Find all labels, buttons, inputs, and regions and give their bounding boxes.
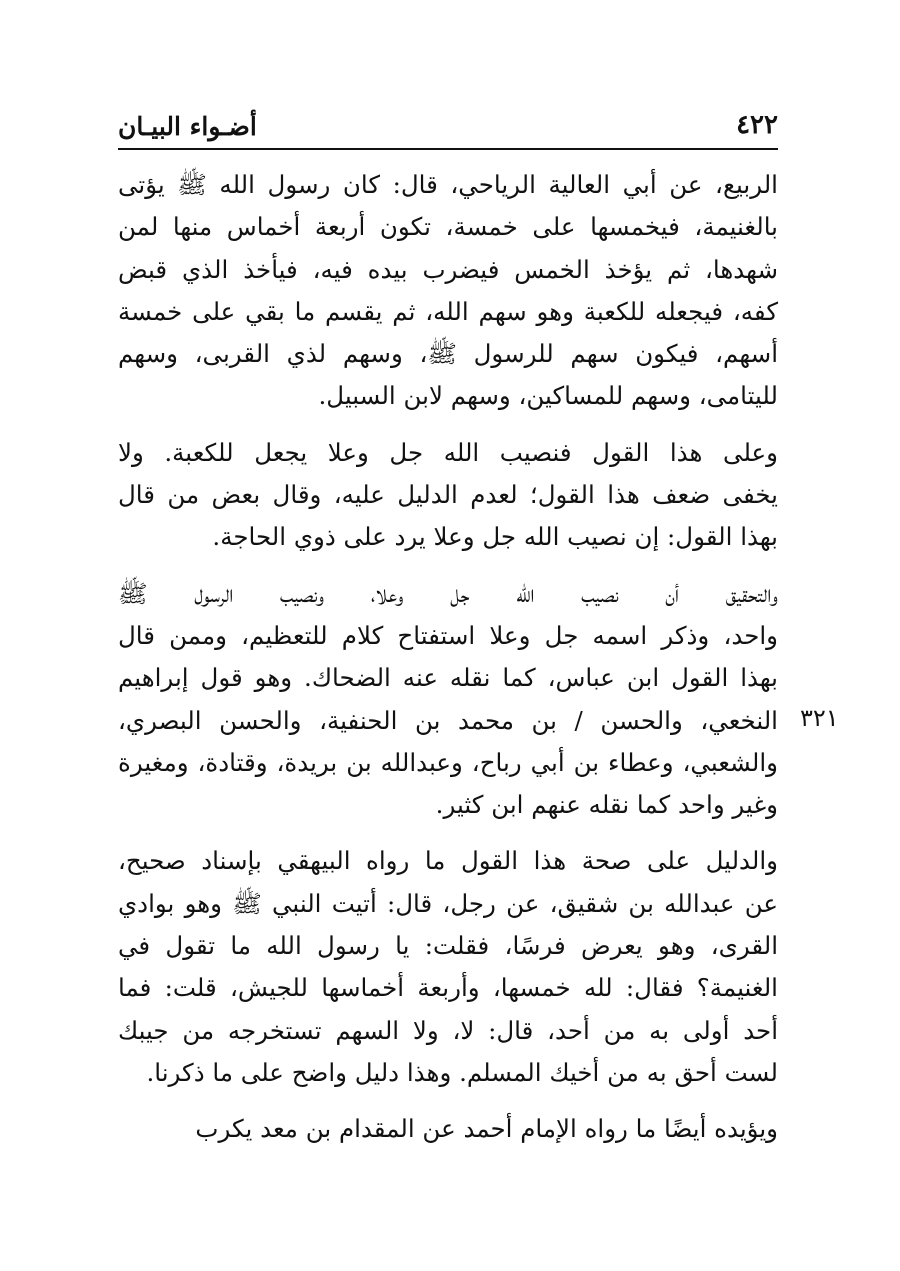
paragraph-2 <box>118 432 778 559</box>
text-line: يخفى ضعف هذا القول؛ لعدم الدليل عليه، وقال بعض من قال <box>118 480 778 510</box>
text-line: وعلى هذا القول فنصيب الله جل وعلا يجعل للكعبة. ولا <box>118 437 778 467</box>
text-line: بهذا القول: إن نصيب الله جل وعلا يرد على ذوي الحاجة. <box>212 522 778 552</box>
text-line: وغير واحد كما نقله عنهم ابن كثير. <box>435 790 778 820</box>
text-line: أحد أولى به من أحد، قال: لا، ولا السهم تستخرجه من جيبك <box>118 1015 779 1045</box>
page-number: ٤٢٢ <box>736 110 778 140</box>
text-line: والدليل على صحة هذا القول ما رواه البيهقي بإسناد صحيح، <box>118 846 778 876</box>
text-line: بالغنيمة، فيخمسها على خمسة، تكون أربعة أخماس منها لمن <box>118 212 778 242</box>
text-line: القرى، وهو يعرض فرسًا، فقلت: يا رسول الله ما تقول في <box>118 931 778 961</box>
text-line: كفه، فيجعله للكعبة وهو سهم الله، ثم يقسم ما بقي على خمسة <box>118 296 778 326</box>
text-line: بهذا القول ابن عباس، كما نقله عنه الضحاك. وهو قول إبراهيم <box>118 663 778 693</box>
paragraph-5 <box>118 1108 778 1150</box>
text-line: الربيع، عن أبي العالية الرياحي، قال: كان رسول الله ﷺ يؤتى <box>118 170 778 199</box>
margin-reference-number: ٣٢١ <box>800 704 839 732</box>
text-line: النخعي، والحسن / بن محمد بن الحنفية، والحسن البصري، <box>118 705 778 735</box>
page-header <box>118 104 778 150</box>
text-line: أسهم، فيكون سهم للرسول ﷺ، وسهم لذي القربى، وسهم <box>118 339 778 369</box>
body-text <box>118 164 778 1165</box>
text-line: لليتامى، وسهم للمساكين، وسهم لابن السبيل. <box>318 381 778 411</box>
paragraph-1 <box>118 164 778 418</box>
text-line: شهدها، ثم يؤخذ الخمس فيضرب بيده فيه، فيأخذ الذي قبض <box>118 254 778 284</box>
text-line: والتحقيق أن نصيب الله جل وعلا، ونصيب الرسول ﷺ <box>118 578 778 608</box>
text-line: لست أحق به من أخيك المسلم. وهذا دليل واضح على ما ذكرنا. <box>146 1057 778 1087</box>
book-title: أضـواء البيـان <box>118 112 257 141</box>
text-line: الغنيمة؟ فقال: لله خمسها، وأربعة أخماسها للجيش، قلت: فما <box>118 973 778 1003</box>
paragraph-4 <box>118 840 778 1094</box>
text-line: والشعبي، وعطاء بن أبي رباح، وعبدالله بن بريدة، وقتادة، ومغيرة <box>118 747 778 777</box>
text-line: عن عبدالله بن شقيق، عن رجل، قال: أتيت النبي ﷺ وهو بوادي <box>118 888 778 918</box>
paragraph-3 <box>118 573 778 827</box>
text-line: واحد، وذكر اسمه جل وعلا استفتاح كلام للتعظيم، وممن قال <box>118 620 778 650</box>
text-line: ويؤيده أيضًا ما رواه الإمام أحمد عن المقدام بن معد يكرب <box>195 1114 778 1144</box>
